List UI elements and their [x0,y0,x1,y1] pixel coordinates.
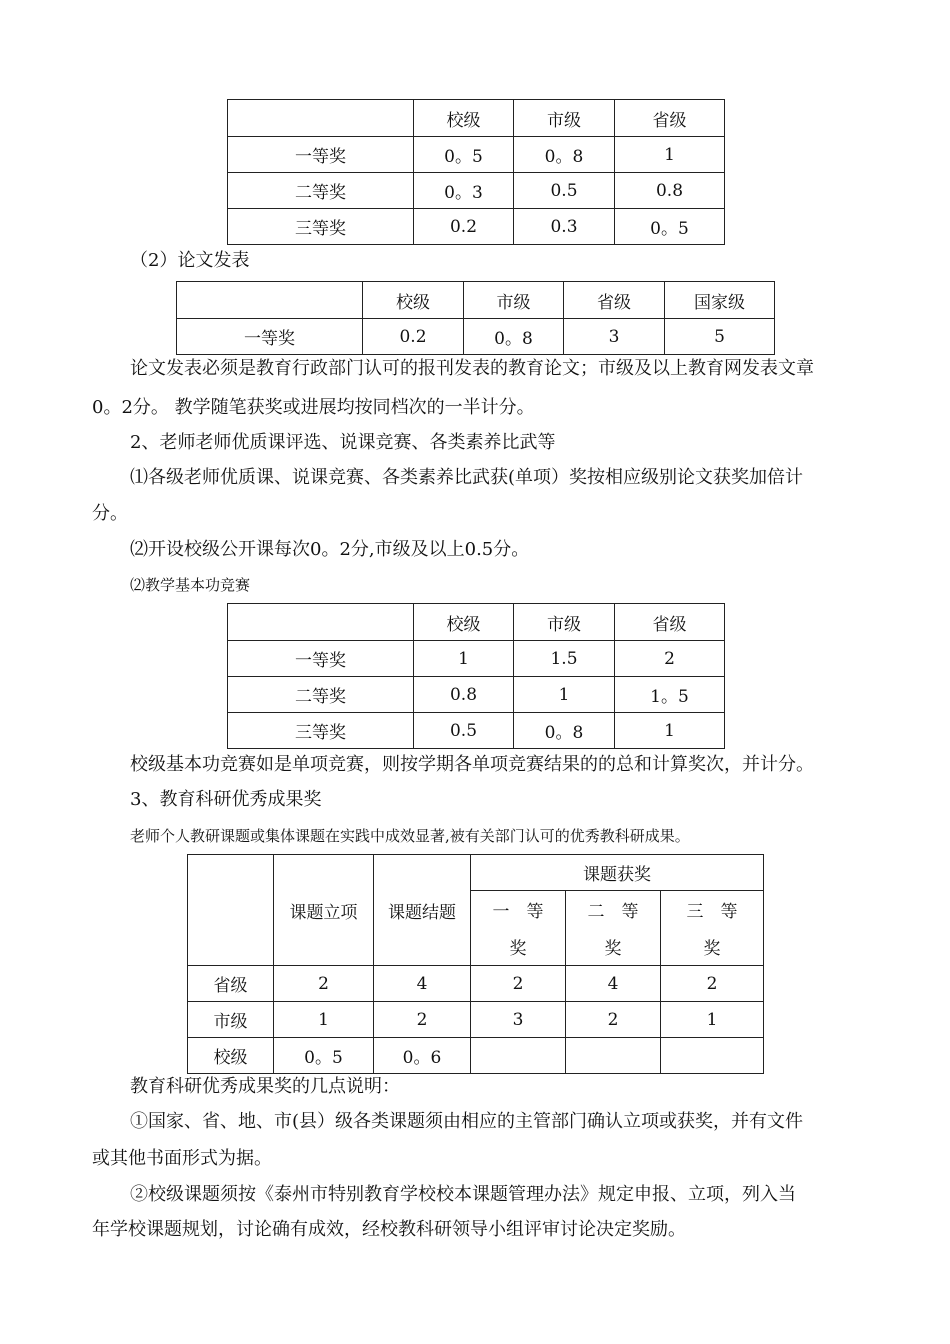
table2-header-national: 国家级 [665,282,775,319]
skill-paragraph: 校级基本功竞赛如是单项竞赛，则按学期各单项竞赛结果的的总和计算奖次，并计分。 [130,754,814,775]
table2-header-empty [177,282,363,319]
table4-corner [188,855,274,966]
table-cell: 2 [274,966,374,1002]
table-cell [471,1038,566,1074]
table1-header-empty [228,100,414,137]
table-cell: 市级 [188,1002,274,1038]
table-cell: 1 [514,677,615,713]
table2-header-city: 市级 [464,282,564,319]
table-cell: 0.5 [414,713,514,749]
table-cell: 1 [615,137,725,173]
item-3: ⑵教学基本功竞赛 [130,576,251,594]
table-cell: 0.2 [414,209,514,245]
table-cell: 3 [564,319,665,355]
item-2: ⑵开设校级公开课每次0。2分,市级及以上0.5分。 [130,539,530,560]
table-cell: 一等奖 [228,137,414,173]
research-paragraph: 老师个人教研课题或集体课题在实践中成效显著,被有关部门认可的优秀教科研成果。 [130,827,690,845]
paper-table [176,281,775,355]
table4-award-third-top: 三 等 [661,891,764,928]
table-cell: 二等奖 [228,173,414,209]
table-cell: 1 [414,641,514,677]
table-cell: 0.8 [414,677,514,713]
table-cell: 0。8 [514,137,615,173]
table-row [228,137,725,173]
table4-award-third-bottom: 奖 [661,928,764,966]
heading-paper: （2）论文发表 [130,250,250,271]
table-cell: 0.5 [514,173,615,209]
table-cell: 省级 [188,966,274,1002]
table-cell: 2 [374,1002,471,1038]
table3-header-city: 市级 [514,604,615,641]
table-cell: 0。3 [414,173,514,209]
paper-paragraph-line1: 论文发表必须是教育行政部门认可的报刊发表的教育论文；市级及以上教育网发表文章 [130,358,814,379]
table-cell: 0.2 [363,319,464,355]
table-cell: 一等奖 [228,641,414,677]
table-cell: 4 [566,966,661,1002]
table-cell [661,1038,764,1074]
table-cell: 0.8 [615,173,725,209]
table4-header-conclude: 课题结题 [374,855,471,966]
table4-award-second-bottom: 奖 [566,928,661,966]
skill-table [227,603,725,749]
paper-paragraph-line2: 0。2分。 教学随笔获奖或进展均按同档次的一半计分。 [92,397,535,418]
item-1-line1: ⑴各级老师优质课、说课竞赛、各类素养比武获(单项）奖按相应级别论文获奖加倍计 [130,467,804,488]
table2-header-school: 校级 [363,282,464,319]
table-row [228,641,725,677]
table-cell: 2 [661,966,764,1002]
table-cell: 三等奖 [228,713,414,749]
table-cell: 三等奖 [228,209,414,245]
table-cell: 1。5 [615,677,725,713]
table-cell: 0。5 [615,209,725,245]
table-cell: 1 [274,1002,374,1038]
table3-header-empty [228,604,414,641]
table-row [228,209,725,245]
table1-header-city: 市级 [514,100,615,137]
table4-award-first-bottom: 奖 [471,928,566,966]
table4-award-second-top: 二 等 [566,891,661,928]
table-row [188,1038,764,1074]
table-row [177,319,775,355]
table-cell: 0。8 [514,713,615,749]
table-row [228,713,725,749]
table-cell: 1.5 [514,641,615,677]
table-cell: 5 [665,319,775,355]
table4-award-first-top: 一 等 [471,891,566,928]
table4-header-award: 课题获奖 [471,855,764,891]
table-row [188,966,764,1002]
table-cell: 2 [615,641,725,677]
table-cell [566,1038,661,1074]
note-1-line2: 或其他书面形式为据。 [92,1148,272,1169]
research-table [187,854,764,1074]
table-cell: 2 [471,966,566,1002]
table-cell: 2 [566,1002,661,1038]
table-cell: 校级 [188,1038,274,1074]
table-cell: 0。6 [374,1038,471,1074]
table-cell: 一等奖 [177,319,363,355]
table3-header-school: 校级 [414,604,514,641]
table4-header-project: 课题立项 [274,855,374,966]
table-cell: 0。5 [414,137,514,173]
table-row [228,173,725,209]
table-cell: 0。5 [274,1038,374,1074]
section-heading-2: 2、老师老师优质课评选、说课竞赛、各类素养比武等 [130,432,556,453]
note-1-line1: ①国家、省、地、市(县）级各类课题须由相应的主管部门确认立项或获奖，并有文件 [130,1111,804,1132]
table-cell: 3 [471,1002,566,1038]
table-cell: 二等奖 [228,677,414,713]
table-cell: 0。8 [464,319,564,355]
table1-header-province: 省级 [615,100,725,137]
note-2-line1: ②校级课题须按《泰州市特别教育学校校本课题管理办法》规定申报、立项，列入当 [130,1184,796,1205]
award-table-1 [227,99,725,245]
table1-header-school: 校级 [414,100,514,137]
table2-header-province: 省级 [564,282,665,319]
section-heading-3: 3、教育科研优秀成果奖 [130,789,322,810]
table-row [188,1002,764,1038]
table-cell: 4 [374,966,471,1002]
note-2-line2: 年学校课题规划，讨论确有成效，经校教科研领导小组评审讨论决定奖励。 [92,1219,686,1240]
table-cell: 1 [661,1002,764,1038]
table-cell: 1 [615,713,725,749]
item-1-line2: 分。 [92,503,128,524]
notes-title: 教育科研优秀成果奖的几点说明： [130,1076,400,1097]
table3-header-province: 省级 [615,604,725,641]
table-cell: 0.3 [514,209,615,245]
table-row [228,677,725,713]
